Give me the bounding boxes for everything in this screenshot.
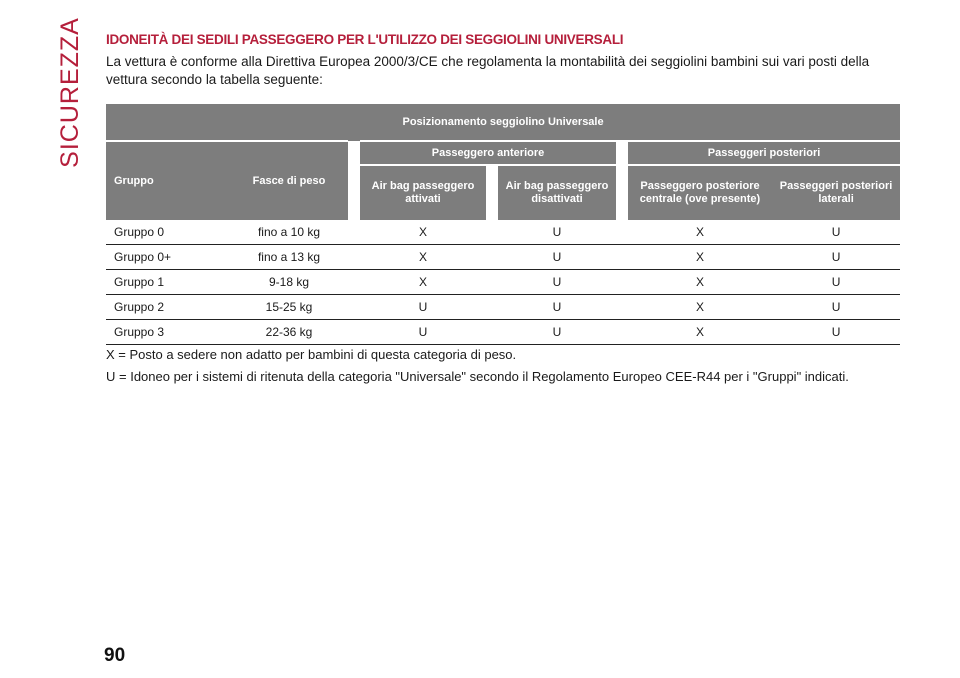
cell-posteriori-laterali: U	[772, 295, 900, 320]
column-header-posteriori-laterali: Passeggeri posteriori laterali	[772, 165, 900, 220]
cell-peso: 22-36 kg	[230, 320, 348, 345]
column-gap	[486, 165, 498, 220]
table-row	[106, 295, 900, 320]
section-tab-label: SICUREZZA	[55, 16, 84, 168]
cell-airbag-disattivati: U	[498, 295, 616, 320]
note-u: U = Idoneo per i sistemi di ritenuta della categoria "Universale" secondo il Regolamento Europeo CEE-R44 per i "Gruppi" indicati.	[106, 369, 849, 384]
column-group-passeggeri-posteriori: Passeggeri posteriori	[628, 141, 900, 165]
cell-airbag-disattivati: U	[498, 245, 616, 270]
cell-airbag-attivati: X	[360, 270, 486, 295]
column-gap	[616, 141, 628, 165]
cell-airbag-attivati: U	[360, 295, 486, 320]
column-header-airbag-disattivati: Air bag passeggero disattivati	[498, 165, 616, 220]
column-header-gruppo: Gruppo	[106, 141, 230, 220]
cell-airbag-attivati: X	[360, 245, 486, 270]
section-tab	[52, 16, 88, 168]
column-header-posteriore-centrale: Passeggero posteriore centrale (ove presente)	[628, 165, 772, 220]
cell-gruppo: Gruppo 0+	[106, 245, 230, 270]
cell-peso: fino a 13 kg	[230, 245, 348, 270]
cell-gruppo: Gruppo 3	[106, 320, 230, 345]
column-header-airbag-attivati: Air bag passeggero attivati	[360, 165, 486, 220]
cell-airbag-attivati: U	[360, 320, 486, 345]
table-row	[106, 220, 900, 245]
table-notes	[106, 346, 926, 390]
table-row	[106, 320, 900, 345]
cell-posteriore-centrale: X	[628, 320, 772, 345]
table-body	[106, 220, 900, 345]
cell-posteriore-centrale: X	[628, 295, 772, 320]
cell-airbag-attivati: X	[360, 220, 486, 245]
cell-airbag-disattivati: U	[498, 220, 616, 245]
intro-paragraph: La vettura è conforme alla Direttiva Europea 2000/3/CE che regolamenta la montabilità dei seggiolini bambini sui vari posti della vettura secondo la tabella seguente:	[106, 54, 870, 87]
section-title: IDONEITÀ DEI SEDILI PASSEGGERO PER L'UTILIZZO DEI SEGGIOLINI UNIVERSALI	[106, 32, 624, 47]
cell-airbag-disattivati: U	[498, 270, 616, 295]
cell-posteriori-laterali: U	[772, 270, 900, 295]
page-number: 90	[104, 645, 126, 666]
column-gap	[616, 165, 628, 220]
column-group-passeggero-anteriore: Passeggero anteriore	[360, 141, 616, 165]
column-gap	[348, 141, 360, 220]
cell-peso: 15-25 kg	[230, 295, 348, 320]
child-seat-table	[106, 104, 900, 345]
cell-posteriori-laterali: U	[772, 245, 900, 270]
table-header-main: Posizionamento seggiolino Universale	[106, 104, 900, 141]
cell-posteriori-laterali: U	[772, 320, 900, 345]
cell-posteriore-centrale: X	[628, 245, 772, 270]
cell-gruppo: Gruppo 1	[106, 270, 230, 295]
cell-airbag-disattivati: U	[498, 320, 616, 345]
cell-gruppo: Gruppo 0	[106, 220, 230, 245]
table-row	[106, 270, 900, 295]
cell-gruppo: Gruppo 2	[106, 295, 230, 320]
column-header-fasce-di-peso: Fasce di peso	[230, 141, 348, 220]
note-x: X = Posto a sedere non adatto per bambini di questa categoria di peso.	[106, 347, 517, 362]
cell-posteriore-centrale: X	[628, 220, 772, 245]
cell-peso: fino a 10 kg	[230, 220, 348, 245]
cell-peso: 9-18 kg	[230, 270, 348, 295]
cell-posteriore-centrale: X	[628, 270, 772, 295]
table-row	[106, 245, 900, 270]
cell-posteriori-laterali: U	[772, 220, 900, 245]
